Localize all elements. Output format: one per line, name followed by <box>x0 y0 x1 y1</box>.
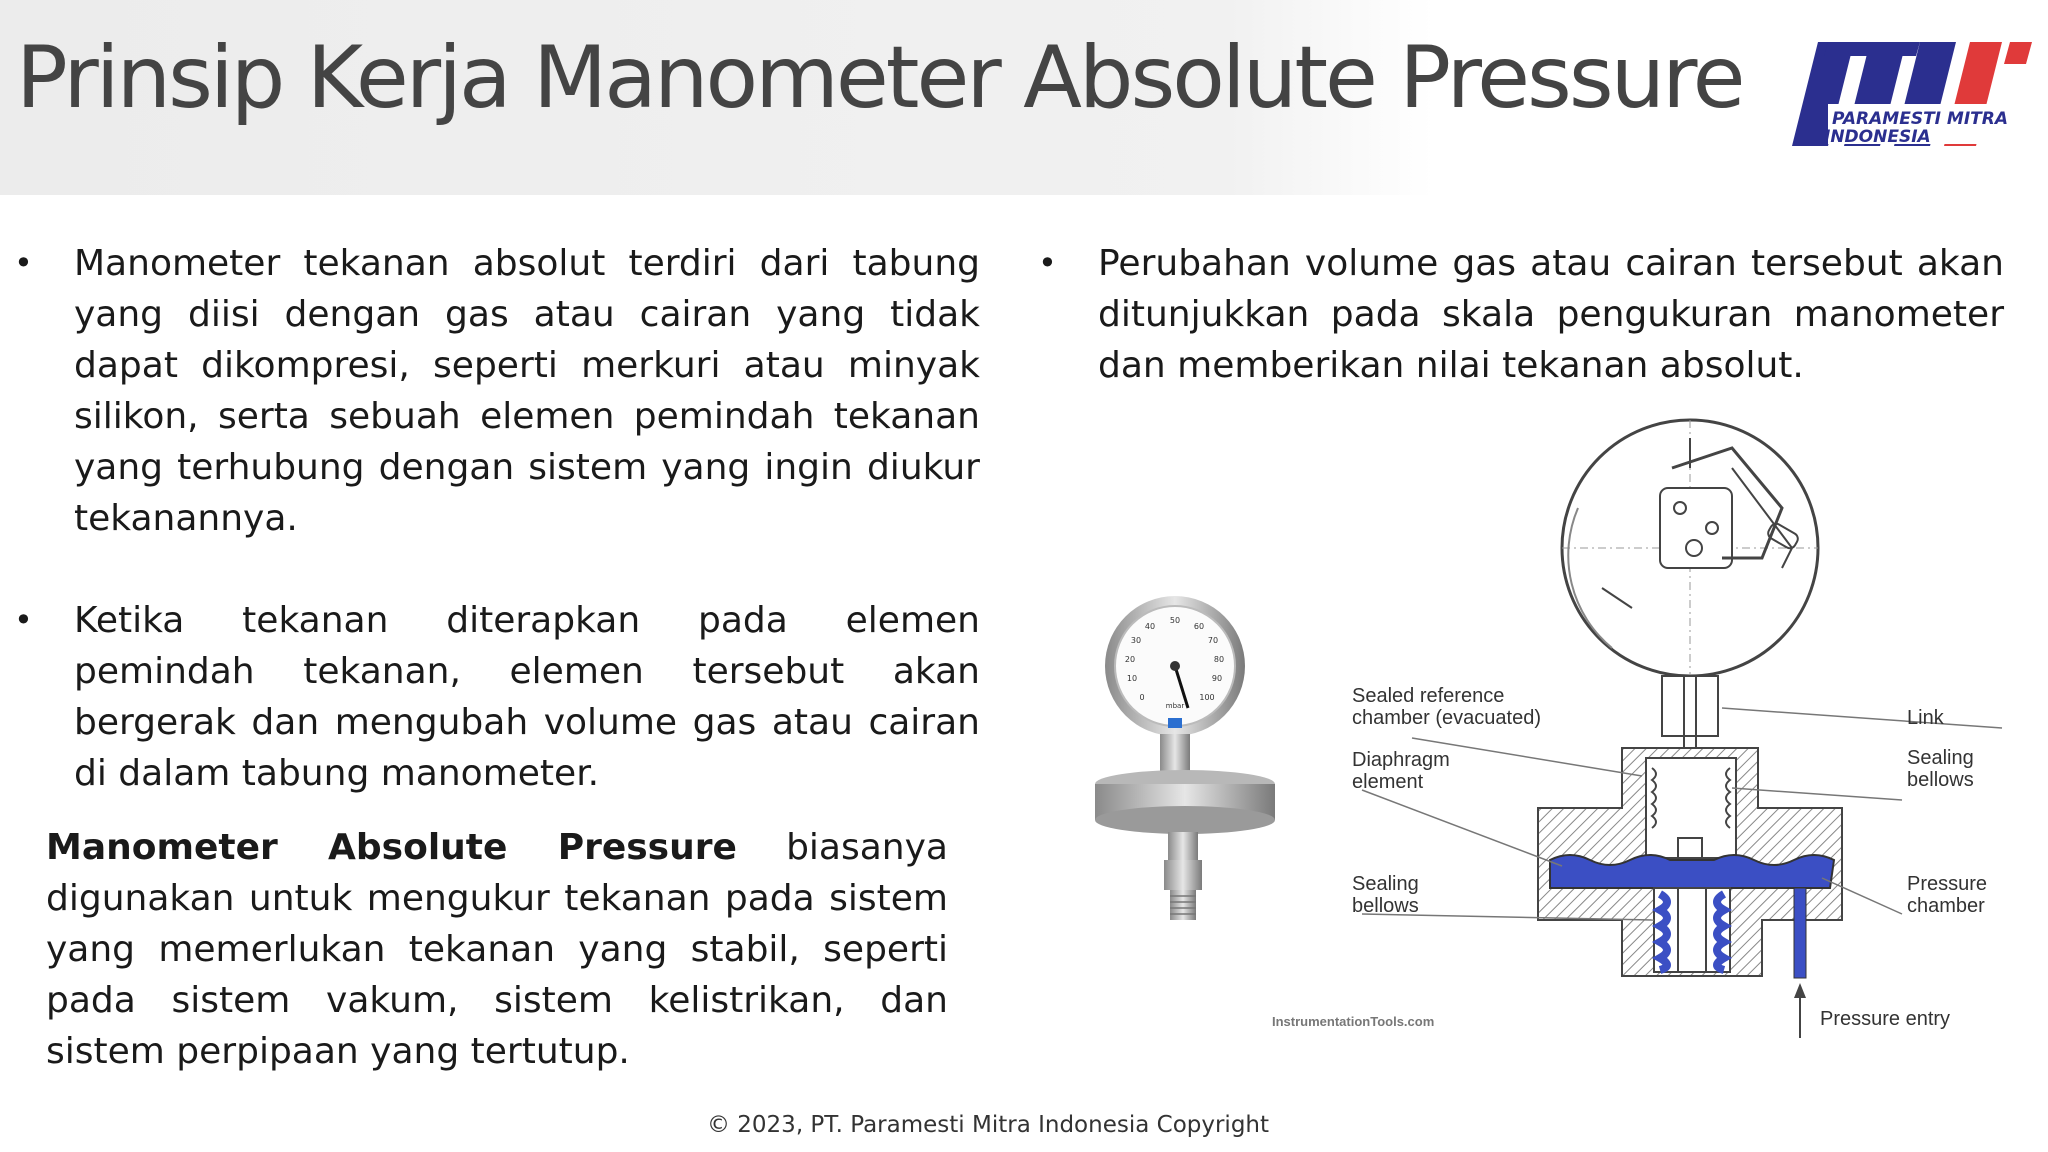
logo-text-line1: PARAMESTI MITRA <box>1832 109 2009 129</box>
left-column <box>0 238 1000 850</box>
diagram-credit: InstrumentationTools.com <box>1272 1014 1435 1029</box>
label-pressure-chamber-2: chamber <box>1907 895 1985 917</box>
footer-copyright: © 2023, PT. Paramesti Mitra Indonesia Copyright <box>706 1112 1270 1138</box>
label-diaphragm-1: Diaphragm <box>1352 749 1450 771</box>
dial-num-80: 80 <box>1213 655 1225 664</box>
right-bullet-1: • Perubahan volume gas atau cairan tersebut akan ditunjukkan pada skala pengukuran manometer dan memberikan nilai tekanan absolut. <box>1024 238 2004 391</box>
page-title: Prinsip Kerja Manometer Absolute Pressure <box>16 28 1743 128</box>
dial-num-40: 40 <box>1144 622 1156 631</box>
label-link: Link <box>1907 707 1944 729</box>
left-bullet-1: • Manometer tekanan absolut terdiri dari tabung yang diisi dengan gas atau cairan yang tidak dapat dikompresi, seperti merkuri atau minyak silikon, serta sebuah elemen pemindah tekanan yang terhubung dengan sistem yang ingin diukur tekanannya. <box>0 238 980 544</box>
dial-num-20: 20 <box>1124 655 1136 664</box>
dial-num-50: 50 <box>1169 616 1181 625</box>
label-sealing-bellows-right-1: Sealing <box>1907 747 1974 769</box>
dial-num-60: 60 <box>1193 622 1205 631</box>
left-bullet-list <box>0 238 1000 799</box>
dial-num-30: 30 <box>1130 636 1142 645</box>
dial-num-70: 70 <box>1207 636 1219 645</box>
label-pressure-entry: Pressure entry <box>1820 1008 1951 1030</box>
left-bullet-2: • Ketika tekanan diterapkan pada elemen pemindah tekanan, elemen tersebut akan bergerak dan mengubah volume gas atau cairan di dalam tabung manometer. <box>0 595 980 799</box>
absolute-pressure-diagram <box>1262 408 2022 1048</box>
right-column <box>1024 238 2004 391</box>
label-pressure-chamber-1: Pressure <box>1907 873 1988 895</box>
label-sealing-bellows-left-1: Sealing <box>1352 873 1419 895</box>
dial-num-90: 90 <box>1211 674 1223 683</box>
label-diaphragm-2: element <box>1352 771 1424 793</box>
usage-paragraph-rest: biasanya digunakan untuk mengukur tekanan pada sistem yang memerlukan tekanan yang stabil, seperti pada sistem vakum, sistem kelistrikan, dan sistem perpipaan yang tertutup. <box>46 827 948 1072</box>
usage-paragraph-bold: Manometer Absolute Pressure <box>46 827 737 868</box>
label-sealing-bellows-right-2: bellows <box>1907 769 1974 791</box>
dial-unit: mbar <box>1165 702 1185 710</box>
logo-text-line2: INDONESIA <box>1824 127 1931 147</box>
gauge-photo <box>1090 596 1280 926</box>
dial-num-0: 0 <box>1139 693 1145 702</box>
usage-paragraph <box>46 822 948 1077</box>
label-sealing-bellows-left-2: bellows <box>1352 895 1419 917</box>
label-sealed-reference-1: Sealed reference <box>1352 685 1505 707</box>
dial-num-10: 10 <box>1126 674 1138 683</box>
dial-num-100: 100 <box>1199 693 1215 702</box>
right-bullet-list <box>1024 238 2004 391</box>
company-logo <box>1788 34 2038 158</box>
label-sealed-reference-2: chamber (evacuated) <box>1352 707 1541 729</box>
